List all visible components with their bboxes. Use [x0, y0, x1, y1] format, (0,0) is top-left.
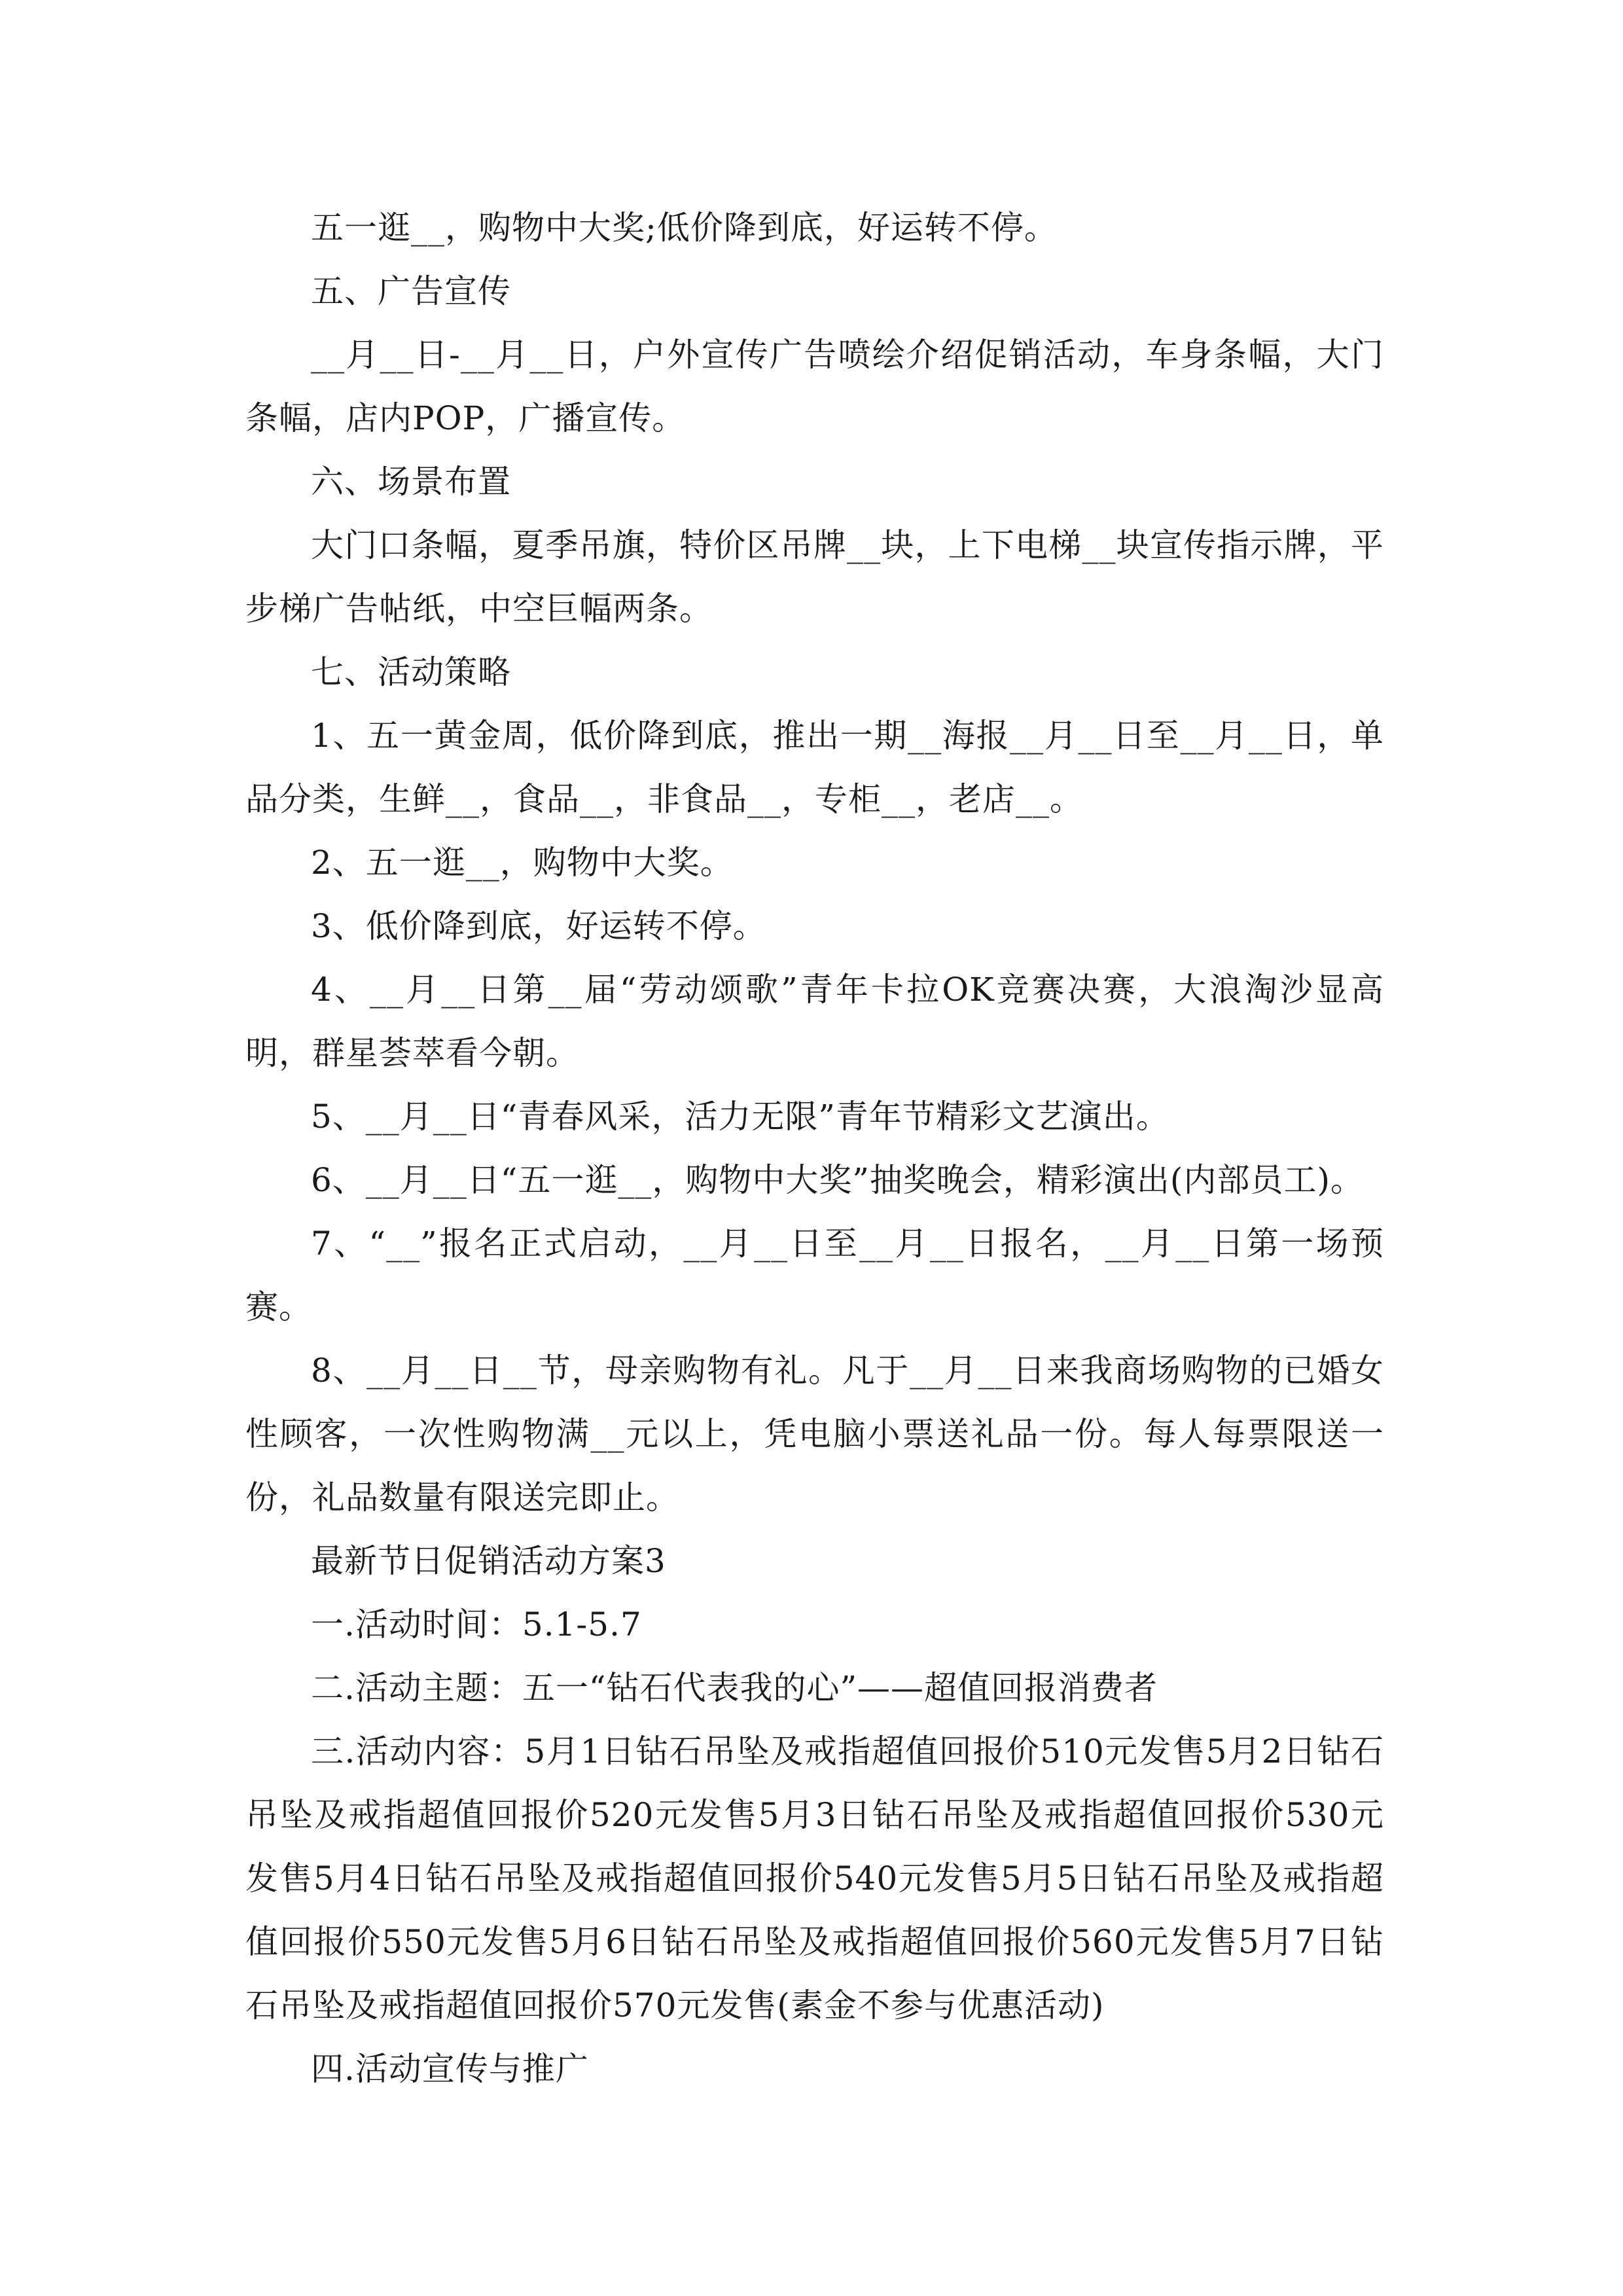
paragraph: __月__日-__月__日，户外宣传广告喷绘介绍促销活动，车身条幅，大门条幅，店内POP，广播宣传。 — [245, 336, 1384, 437]
paragraph: 大门口条幅，夏季吊旗，特价区吊牌__块，上下电梯__块宣传指示牌，平步梯广告帖纸，中空巨幅两条。 — [245, 526, 1384, 628]
section-heading: 二.活动主题：五一“钻石代表我的心”——超值回报消费者 — [311, 1669, 1158, 1707]
section-heading: 四.活动宣传与推广 — [311, 2050, 589, 2088]
list-item: 3、低价降到底，好运转不停。 — [311, 907, 766, 945]
section-heading: 七、活动策略 — [311, 653, 511, 691]
list-item: 8、__月__日__节，母亲购物有礼。凡于__月__日来我商场购物的已婚女性顾客，一次性购物满__元以上，凭电脑小票送礼品一份。每人每票限送一份，礼品数量有限送完即止。 — [245, 1352, 1384, 1516]
list-item: 5、__月__日“青春风采，活力无限”青年节精彩文艺演出。 — [311, 1098, 1169, 1136]
list-item: 7、“__”报名正式启动，__月__日至__月__日报名，__月__日第一场预赛。 — [245, 1225, 1384, 1326]
document-title: 最新节日促销活动方案3 — [311, 1542, 666, 1580]
list-item: 6、__月__日“五一逛__，购物中大奖”抽奖晚会，精彩演出(内部员工)。 — [311, 1161, 1364, 1199]
list-item: 2、五一逛__，购物中大奖。 — [311, 844, 734, 882]
section-heading: 一.活动时间：5.1-5.7 — [311, 1605, 642, 1643]
section-heading: 五、广告宣传 — [311, 272, 511, 310]
paragraph: 五一逛__，购物中大奖;低价降到底，好运转不停。 — [311, 209, 1058, 247]
paragraph: 三.活动内容：5月1日钻石吊坠及戒指超值回报价510元发售5月2日钻石吊坠及戒指超值回报价520元发售5月3日钻石吊坠及戒指超值回报价530元发售5月4日钻石吊坠及戒指超值回报价540元发售5月5日钻石吊坠及戒指超值回报价550元发售5月6日钻石吊坠及戒指超值回报价560元发售5月7日钻石吊坠及戒指超值回报价570元发售(素金不参与优惠活动) — [245, 1732, 1384, 2024]
section-heading: 六、场景布置 — [311, 463, 511, 501]
document-body — [245, 196, 1384, 2101]
list-item: 1、五一黄金周，低价降到底，推出一期__海报__月__日至__月__日，单品分类，生鲜__，食品__，非食品__，专柜__，老店__。 — [245, 717, 1384, 818]
list-item: 4、__月__日第__届“劳动颂歌”青年卡拉OK竞赛决赛，大浪淘沙显高明，群星荟萃看今朝。 — [245, 971, 1384, 1072]
